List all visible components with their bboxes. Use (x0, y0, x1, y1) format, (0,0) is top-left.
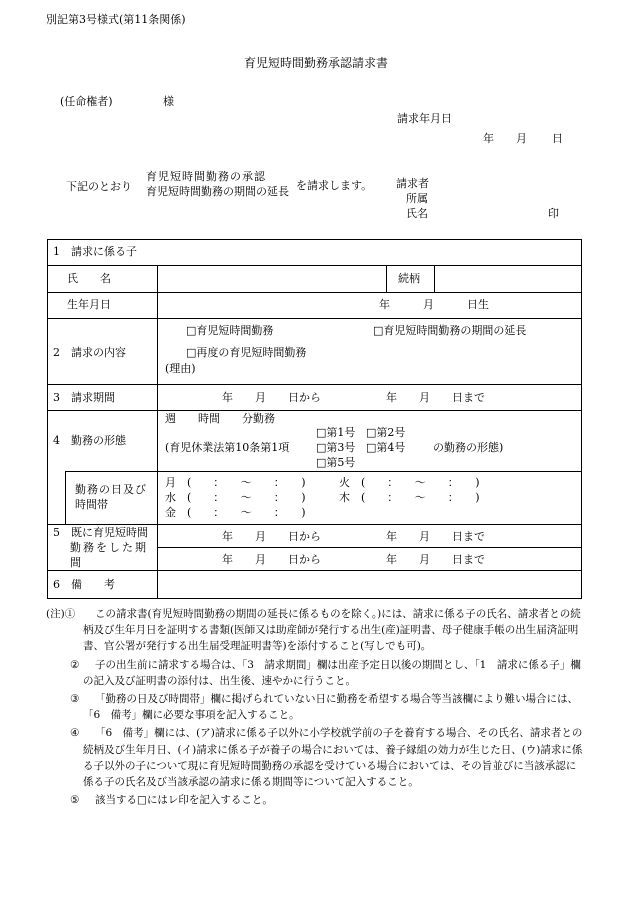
prior-period-1-from: 年 月 日から (222, 530, 321, 543)
child-name-label: 氏 名 (67, 272, 111, 285)
table-rule (47, 292, 582, 293)
relation-label: 続柄 (398, 272, 420, 285)
statement-option-extension: 育児短時間勤務の期間の延長 (146, 185, 289, 198)
table-rule (47, 318, 582, 319)
section5-label-2: 勤務をした期 (70, 541, 148, 554)
content-option-extension: □育児短時間勤務の期間の延長 (373, 324, 527, 337)
section6-label: 6 備 考 (53, 578, 115, 591)
form-suffix: の勤務の形態) (433, 441, 504, 454)
table-rule (47, 265, 582, 266)
table-rule (157, 547, 582, 548)
schedule-wednesday: 水 ( ： ～ ： ) (165, 491, 306, 504)
period-to: 年 月 日まで (386, 391, 485, 404)
period-from: 年 月 日から (222, 391, 321, 404)
section5-label-1: 5 既に育児短時間 (53, 526, 148, 539)
statement-option-approval: 育児短時間勤務の承認 (146, 170, 266, 183)
note-4 (46, 725, 586, 790)
form-option-2: □第2号 (366, 426, 406, 439)
note-3-mark: ③ (70, 693, 80, 706)
table-rule (434, 265, 435, 292)
note-4-text: 「6 備考」欄には、(ア)請求に係る子以外に小学校就学前の子を養育する場合、その氏名、請求者との続柄及び生年月日、(イ)請求に係る子が養子の場合においては、養子縁組の効力が生じた日、(ウ)請求に係る子以外の子について現に育児短時間勤務の承認を受けている場合においては、その旨並びに当該承認に係る子の氏名及び当該承認の請求に係る期間等について記入すること。 (83, 727, 583, 789)
note-3 (46, 691, 586, 723)
note-4-mark: ④ (70, 727, 80, 740)
form-id: 別記第3号様式(第11条関係) (46, 13, 186, 26)
section3-label: 3 請求期間 (53, 391, 115, 404)
content-reason: (理由) (165, 362, 196, 375)
request-date-month: 月 (516, 132, 527, 145)
request-date-day: 日 (552, 132, 563, 145)
table-rule (65, 471, 582, 472)
section2-label: 2 請求の内容 (53, 346, 126, 359)
table-rule (47, 384, 582, 385)
requester-affiliation: 所属 (406, 192, 428, 205)
statement-prefix: 下記のとおり (66, 180, 132, 193)
requester-name: 氏名 (406, 207, 428, 220)
note-1-text: この請求書(育児短時間勤務の期間の延長に係るものを除く。)には、請求に係る子の氏名、請求者との続柄及び生年月日を証明する書類(医師又は助産師が発行する出生(産)証明書、母子健康手帳の出生届済証明書、官公署が発行する出生届受理証明書等)を添付すること(写しでも可)。 (83, 608, 581, 653)
section4-label: 4 勤務の形態 (53, 434, 126, 447)
prior-period-1-to: 年 月 日まで (386, 530, 485, 543)
note-2-text: 子の出生前に請求する場合は、「3 請求期間」欄は出産予定日以後の期間とし、「1 請求に係る子」欄の記入及び証明書の添付は、出生後、速やかに行うこと。 (83, 658, 581, 687)
table-rule (47, 410, 582, 411)
table-rule (386, 265, 387, 292)
note-3-text: 「勤務の日及び時間帯」欄に掲げられていない日に勤務を希望する場合等当該欄により難い場合には、「6 備考」欄に必要な事項を記入すること。 (83, 693, 578, 722)
statement-suffix: を請求します。 (296, 179, 373, 192)
note-5 (46, 792, 586, 808)
content-option-short-time: □育児短時間勤務 (186, 324, 274, 337)
form-title: 育児短時間勤務承認請求書 (244, 56, 389, 70)
appointer-label: (任命権者) (60, 95, 113, 108)
form-option-1: □第1号 (316, 426, 356, 439)
schedule-friday: 金 ( ： ～ ： ) (165, 506, 306, 519)
schedule-tuesday: 火 ( ： ～ ： ) (339, 476, 480, 489)
table-rule (157, 265, 158, 599)
note-1-mark: (注)① (46, 608, 76, 620)
prior-period-2-to: 年 月 日まで (386, 553, 485, 566)
requester-seal: 印 (548, 207, 559, 220)
table-rule (47, 524, 582, 525)
request-date-year: 年 (483, 132, 494, 145)
prior-period-2-from: 年 月 日から (222, 553, 321, 566)
birth-date-ymd: 年 月 日生 (379, 298, 489, 311)
note-5-mark: ⑤ (70, 794, 80, 807)
form-option-5: □第5号 (316, 456, 356, 469)
form-option-3: □第3号 (316, 441, 356, 454)
form-option-4: □第4号 (366, 441, 406, 454)
law-reference: (育児休業法第10条第1項 (165, 441, 290, 454)
schedule-monday: 月 ( ： ～ ： ) (165, 476, 306, 489)
table-rule (47, 570, 582, 571)
table-rule (65, 471, 66, 524)
notes (46, 606, 586, 808)
birth-date-label: 生年月日 (67, 298, 111, 311)
section5-label-3: 間 (70, 556, 81, 569)
honorific: 様 (163, 95, 174, 108)
weekly-hours: 週 時間 分勤務 (165, 412, 275, 425)
section1-title: 1 請求に係る子 (53, 245, 137, 258)
request-date-label: 請求年月日 (397, 112, 452, 125)
note-2-mark: ② (70, 658, 80, 671)
requester-label: 請求者 (396, 177, 429, 190)
schedule-thursday: 木 ( ： ～ ： ) (339, 491, 480, 504)
work-days-label-2: 時間帯 (75, 498, 108, 511)
note-5-text: 該当する□にはレ印を記入すること。 (95, 794, 273, 807)
note-2 (46, 657, 586, 689)
work-days-label-1: 勤務の日及び (75, 483, 147, 496)
note-1 (46, 606, 586, 655)
content-option-again: □再度の育児短時間勤務 (186, 346, 307, 359)
